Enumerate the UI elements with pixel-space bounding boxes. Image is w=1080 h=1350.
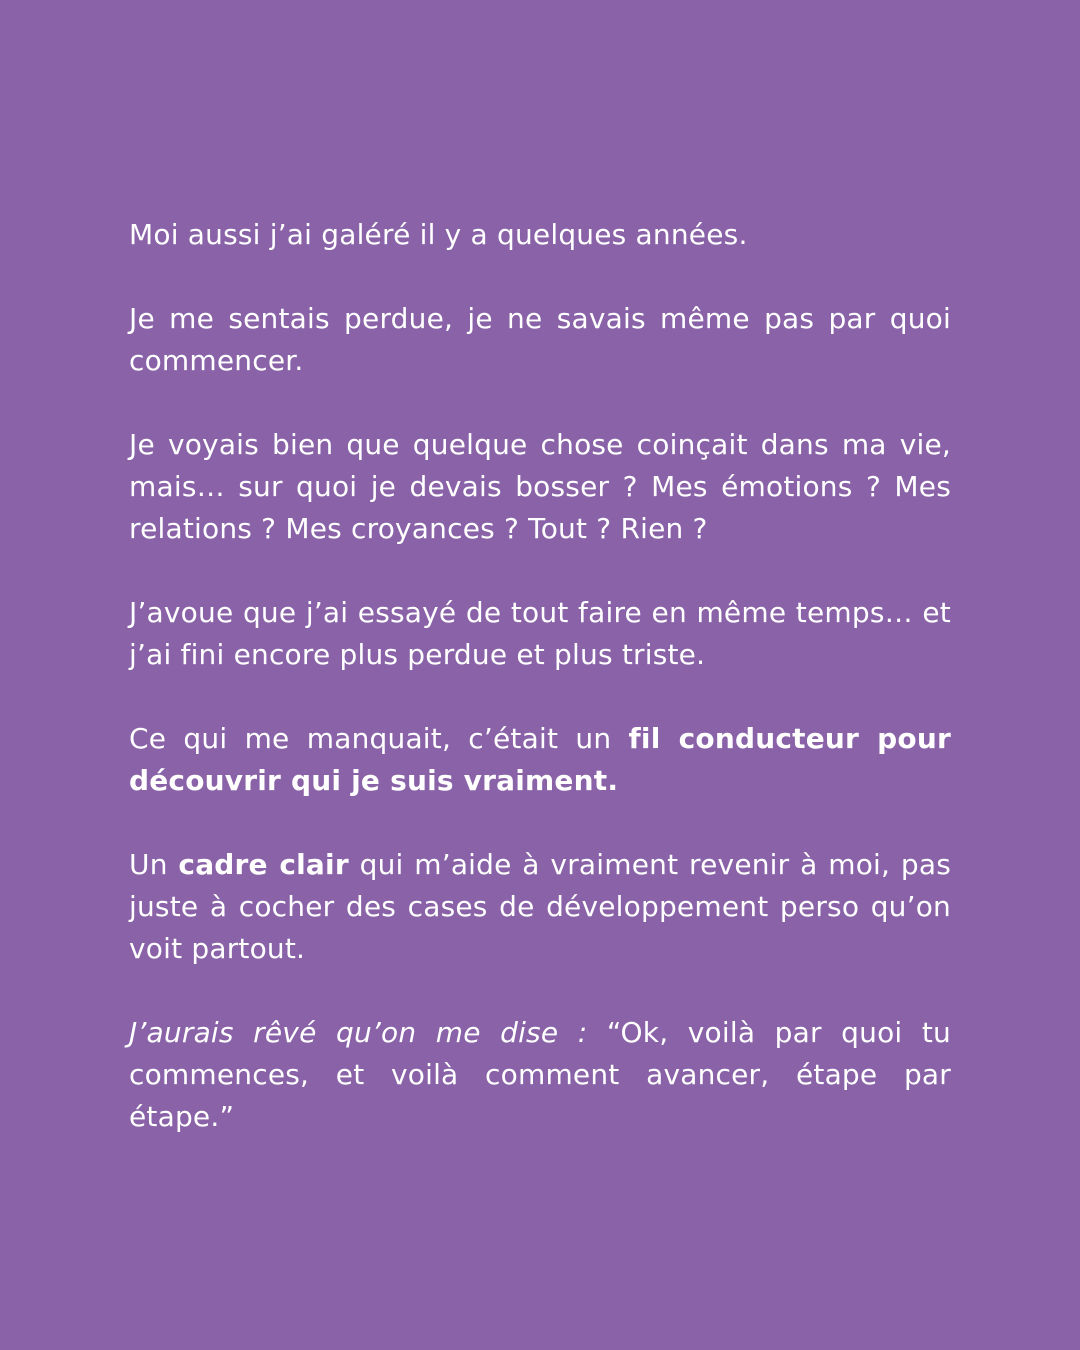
- paragraph-1: Moi aussi j’ai galéré il y a quelques années.: [129, 218, 748, 251]
- paragraph-5: [129, 718, 951, 802]
- paragraph-6-emphasis: cadre clair: [178, 848, 349, 881]
- paragraph-6: [129, 844, 951, 970]
- paragraph-2: Je me sentais perdue, je ne savais même pas par quoi commencer.: [129, 302, 951, 377]
- paragraph-6-text: qui m’aide à vraiment revenir à moi, pas juste à cocher des cases de développement perso qu’on voit partout.: [129, 848, 951, 965]
- paragraph-4: J’avoue que j’ai essayé de tout faire en même temps… et j’ai fini encore plus perdue et plus triste.: [129, 596, 951, 671]
- paragraph-7: [129, 1012, 951, 1138]
- paragraph-6-lead: Un: [129, 848, 179, 881]
- paragraph-7-quote: “Ok, voilà par quoi tu commences, et voilà comment avancer, étape par étape.”: [129, 1016, 951, 1133]
- text-block: [129, 214, 951, 1138]
- paragraph-7-italic: J’aurais rêvé qu’on me dise :: [129, 1016, 607, 1049]
- paragraph-3: Je voyais bien que quelque chose coinçait dans ma vie, mais… sur quoi je devais bosser ? Mes émotions ? Mes relations ? Mes croyances ? Tout ? Rien ?: [129, 428, 951, 545]
- paragraph-5-text: Ce qui me manquait, c’était un: [129, 722, 629, 755]
- paragraph-5-emphasis: fil conducteur pour découvrir qui je suis vraiment.: [129, 722, 951, 797]
